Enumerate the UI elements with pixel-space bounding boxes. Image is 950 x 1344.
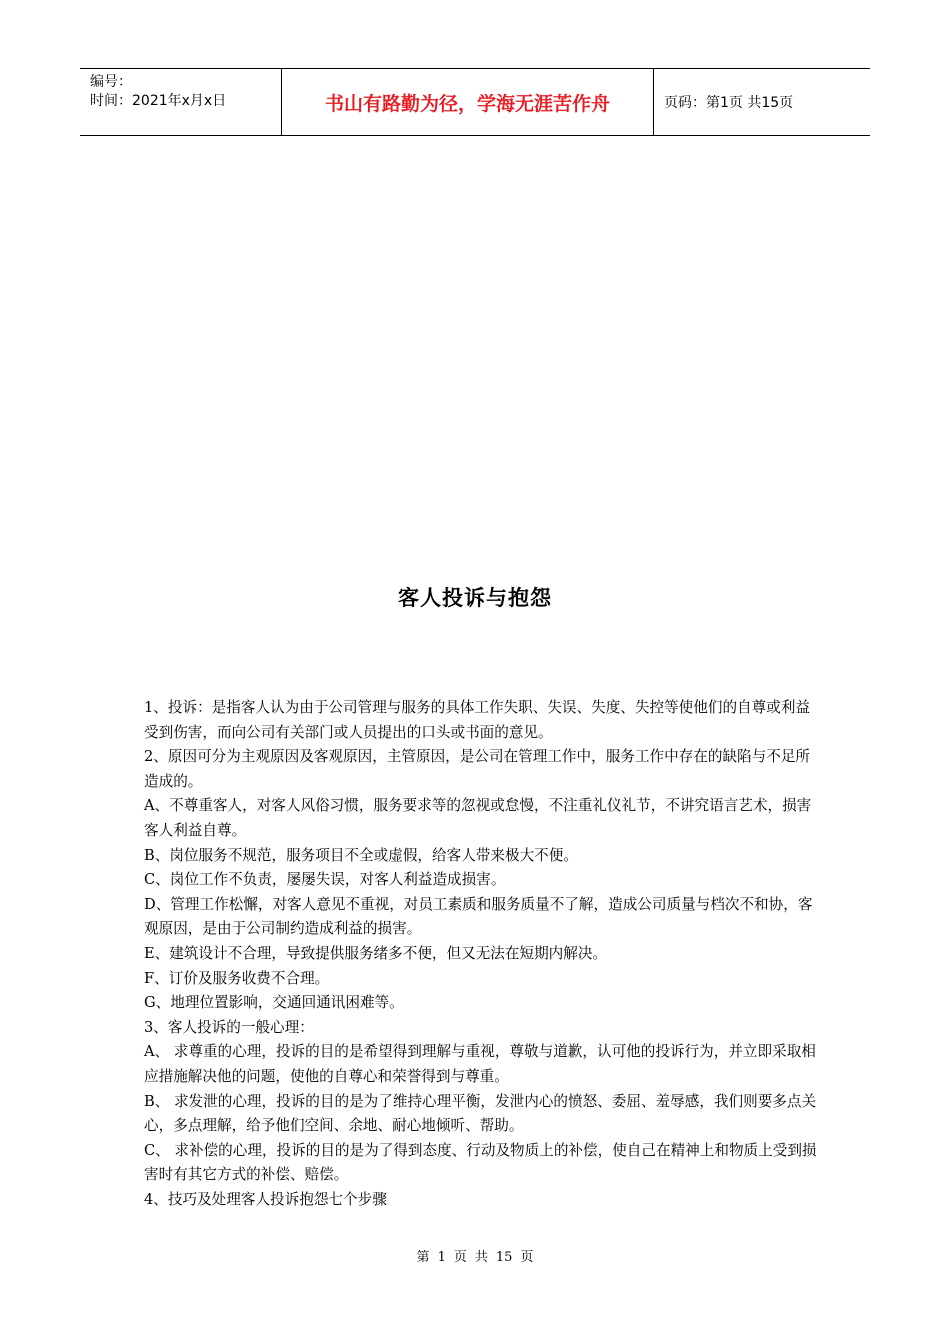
document-body bbox=[144, 696, 820, 1212]
paragraph: 1、投诉：是指客人认为由于公司管理与服务的具体工作失职、失误、失度、失控等使他们的自尊或利益受到伤害，而向公司有关部门或人员提出的口头或书面的意见。 bbox=[144, 699, 811, 741]
paragraph: A、不尊重客人，对客人风俗习惯，服务要求等的忽视或怠慢，不注重礼仪礼节，不讲究语言艺术，损害客人利益自尊。 bbox=[144, 797, 812, 839]
paragraph: B、 求发泄的心理，投诉的目的是为了维持心理平衡，发泄内心的愤怒、委屈、羞辱感，我们则要多点关心，多点理解，给予他们空间、余地、耐心地倾听、帮助。 bbox=[144, 1092, 817, 1135]
document-title: 客人投诉与抱怨 bbox=[398, 586, 552, 610]
footer-page-word: 第 bbox=[416, 1250, 430, 1265]
footer-page-number: 1 bbox=[437, 1250, 446, 1265]
page-footer bbox=[0, 1246, 950, 1265]
paragraph: A、 求尊重的心理，投诉的目的是希望得到理解与重视，尊敬与道歉，认可他的投诉行为，并立即采取相应措施解决他的问题，使他的自尊心和荣誉得到与尊重。 bbox=[144, 1043, 816, 1085]
footer-page-unit: 页 bbox=[453, 1250, 467, 1265]
paragraph: E、建筑设计不合理，导致提供服务绪多不便，但又无法在短期内解决。 bbox=[144, 944, 608, 962]
header-page-info: 页码：第1页 共15页 bbox=[664, 95, 794, 111]
paragraph: B、岗位服务不规范，服务项目不全或虚假，给客人带来极大不便。 bbox=[144, 846, 578, 864]
document-date: 时间：2021年x月x日 bbox=[90, 93, 227, 109]
paragraph: G、地理位置影响，交通回通讯困难等。 bbox=[144, 994, 404, 1012]
document-number-label: 编号： bbox=[90, 74, 132, 90]
header-motto: 书山有路勤为径，学海无涯苦作舟 bbox=[282, 69, 654, 135]
page-header bbox=[80, 68, 870, 136]
paragraph: F、订价及服务收费不合理。 bbox=[144, 969, 330, 987]
paragraph: 2、原因可分为主观原因及客观原因，主管原因，是公司在管理工作中，服务工作中存在的缺陷与不足所造成的。 bbox=[144, 748, 811, 790]
header-meta bbox=[80, 69, 282, 135]
paragraph: D、管理工作松懈，对客人意见不重视，对员工素质和服务质量不了解，造成公司质量与档次不和协，客观原因，是由于公司制约造成利益的损害。 bbox=[144, 895, 813, 938]
footer-total-word: 共 bbox=[474, 1250, 488, 1265]
footer-total-number: 15 bbox=[495, 1250, 513, 1265]
paragraph: 3、客人投诉的一般心理： bbox=[144, 1018, 314, 1036]
paragraph: C、 求补偿的心理，投诉的目的是为了得到态度、行动及物质上的补偿，使自己在精神上和物质上受到损害时有其它方式的补偿、赔偿。 bbox=[144, 1141, 817, 1184]
paragraph: C、岗位工作不负责，屡屡失误，对客人利益造成损害。 bbox=[144, 871, 506, 889]
paragraph: 4、技巧及处理客人投诉抱怨七个步骤 bbox=[144, 1190, 387, 1208]
footer-total-unit: 页 bbox=[520, 1250, 534, 1265]
